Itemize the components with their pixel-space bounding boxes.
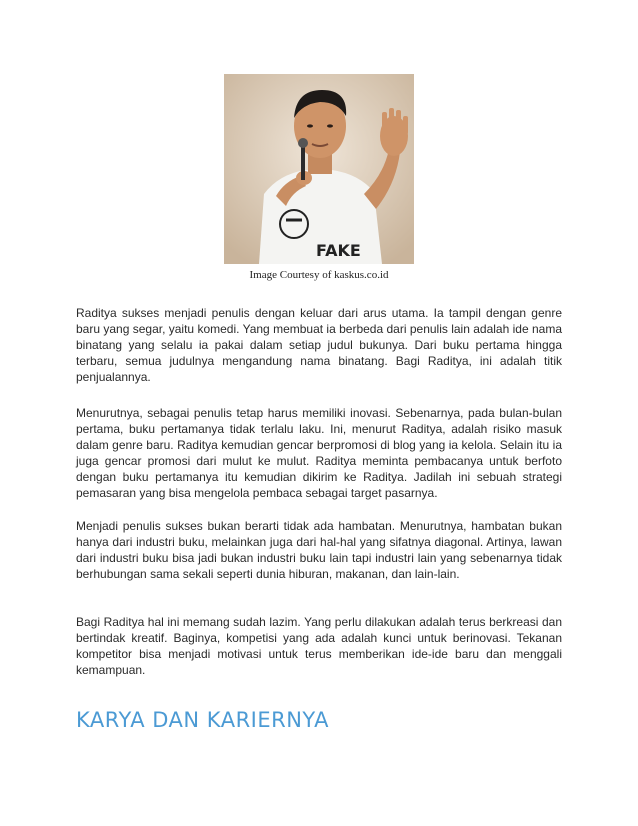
image-caption: Image Courtesy of kaskus.co.id	[249, 269, 389, 281]
section-heading: KARYA DAN KARIERNYA	[76, 708, 329, 732]
paragraph-2: Menurutnya, sebagai penulis tetap harus memiliki inovasi. Sebenarnya, pada bulan-bulan pertama, buku pertamanya tidak terlalu laku. Ini, menurut Raditya, adalah risiko masuk dalam genre baru. Raditya kemudian gencar berpromosi di blog yang ia kelola. Selain itu ia juga gencar promosi dari mulut ke mulut. Raditya meminta pembacanya untuk berfoto dengan buku pertamanya itu kemudian dikirim ke Raditya. Jadilah ini sebuah strategi pemasaran yang bisa mengelola pembaca sebagai target pasarnya.	[76, 406, 562, 500]
shirt-print-text: FAKE	[316, 241, 361, 260]
paragraph-1: Raditya sukses menjadi penulis dengan keluar dari arus utama. Ia tampil dengan genre baru yang segar, yaitu komedi. Yang membuat ia berbeda dari penulis lain adalah ide nama binatang yang selalu ia pakai dalam setiap judul bukunya. Dari buku pertama hingga terbaru, semua judulnya mengandung nama binatang. Bagi Raditya, ini adalah titik penjualannya.	[76, 306, 562, 384]
paragraph-3: Menjadi penulis sukses bukan berarti tidak ada hambatan. Menurutnya, hambatan bukan hanya dari industri buku, melainkan juga dari hal-hal yang sifatnya diagonal. Artinya, lawan dari industri buku bisa jadi bukan industri buku lain tapi industri lain yang sebenarnya tidak berhubungan sama sekali seperti dunia hiburan, makanan, dan lain-lain.	[76, 519, 562, 581]
photo-illustration	[224, 74, 414, 264]
paragraph-4: Bagi Raditya hal ini memang sudah lazim. Yang perlu dilakukan adalah terus berkreasi dan bertindak kreatif. Baginya, kompetisi yang ada adalah kunci untuk berinovasi. Tekanan kompetitor bisa menjadi motivasi untuk terus memberikan ide-ide baru dan menggali kemampuan.	[76, 615, 562, 677]
person-with-microphone-photo	[224, 74, 414, 264]
